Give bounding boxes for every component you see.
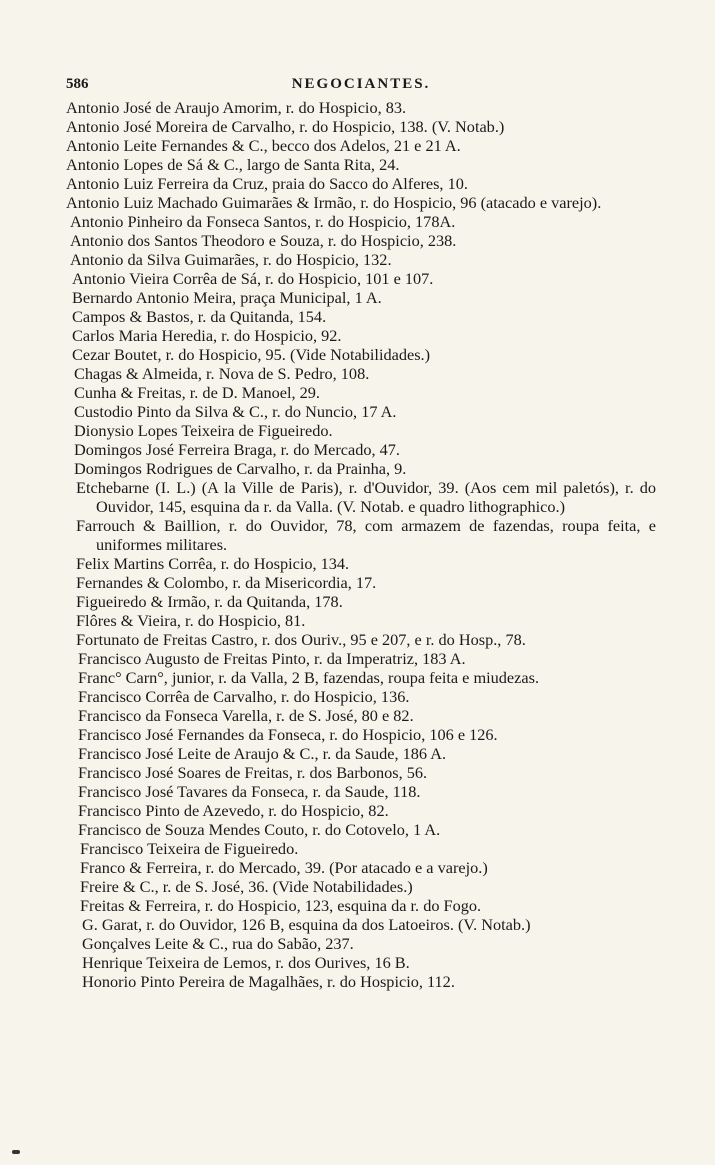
- list-item: Flôres & Vieira, r. do Hospicio, 81.: [76, 611, 306, 630]
- list-item: Chagas & Almeida, r. Nova de S. Pedro, 108.: [74, 364, 370, 383]
- list-item: Fortunato de Freitas Castro, r. dos Ouriv., 95 e 207, e r. do Hosp., 78.: [76, 630, 526, 649]
- list-item: Antonio José Moreira de Carvalho, r. do Hospicio, 138. (V. Notab.): [66, 117, 505, 136]
- list-item: Domingos José Ferreira Braga, r. do Mercado, 47.: [74, 440, 400, 459]
- list-item: Antonio José de Araujo Amorim, r. do Hospicio, 83.: [66, 98, 407, 117]
- list-item: Freire & C., r. de S. José, 36. (Vide Notabilidades.): [80, 877, 413, 896]
- list-item: G. Garat, r. do Ouvidor, 126 B, esquina da dos Latoeiros. (V. Notab.): [82, 915, 531, 934]
- list-item: Francisco José Fernandes da Fonseca, r. do Hospicio, 106 e 126.: [78, 725, 498, 744]
- list-item: Gonçalves Leite & C., rua do Sabão, 237.: [82, 934, 354, 953]
- ink-smudge: [12, 1150, 20, 1154]
- list-item: Francisco Augusto de Freitas Pinto, r. da Imperatriz, 183 A.: [78, 649, 466, 668]
- list-item: Antonio Pinheiro da Fonseca Santos, r. do Hospicio, 178A.: [70, 212, 456, 231]
- list-item: Antonio Luiz Ferreira da Cruz, praia do Sacco do Alferes, 10.: [66, 174, 468, 193]
- list-item: Francisco da Fonseca Varella, r. de S. José, 80 e 82.: [78, 706, 414, 725]
- running-head: NEGOCIANTES.: [291, 76, 431, 92]
- list-item: Francisco Teixeira de Figueiredo.: [80, 839, 299, 858]
- list-item: Felix Martins Corrêa, r. do Hospicio, 134.: [76, 554, 350, 573]
- page-header: [66, 76, 656, 98]
- list-item: Figueiredo & Irmão, r. da Quitanda, 178.: [76, 592, 343, 611]
- list-item: Antonio Leite Fernandes & C., becco dos Adelos, 21 e 21 A.: [66, 136, 461, 155]
- list-item: Francisco José Soares de Freitas, r. dos Barbonos, 56.: [78, 763, 428, 782]
- page-number: 586: [66, 76, 89, 92]
- list-item: Antonio da Silva Guimarães, r. do Hospicio, 132.: [70, 250, 392, 269]
- list-item: Honorio Pinto Pereira de Magalhães, r. do Hospicio, 112.: [82, 972, 455, 991]
- list-item: Etchebarne (I. L.) (A la Ville de Paris), r. d'Ouvidor, 39. (Aos cem mil paletós), r. do Ouvidor, 145, esquina da r. da Valla. (V. Notab. e quadro lithographico.): [76, 478, 656, 516]
- list-item: Freitas & Ferreira, r. do Hospicio, 123, esquina da r. do Fogo.: [80, 896, 482, 915]
- list-item: Antonio Luiz Machado Guimarães & Irmão, r. do Hospicio, 96 (atacado e varejo).: [66, 193, 602, 212]
- list-item: Dionysio Lopes Teixeira de Figueiredo.: [74, 421, 333, 440]
- list-item: Francisco de Souza Mendes Couto, r. do Cotovelo, 1 A.: [78, 820, 441, 839]
- list-item: Francisco José Tavares da Fonseca, r. da Saude, 118.: [78, 782, 421, 801]
- list-item: Cunha & Freitas, r. de D. Manoel, 29.: [74, 383, 320, 402]
- merchant-list: [66, 98, 656, 991]
- list-item: Custodio Pinto da Silva & C., r. do Nuncio, 17 A.: [74, 402, 397, 421]
- list-item: Bernardo Antonio Meira, praça Municipal, 1 A.: [72, 288, 382, 307]
- list-item: Carlos Maria Heredia, r. do Hospicio, 92.: [72, 326, 342, 345]
- list-item: Antonio Lopes de Sá & C., largo de Santa Rita, 24.: [66, 155, 400, 174]
- list-item: Francisco Pinto de Azevedo, r. do Hospicio, 82.: [78, 801, 389, 820]
- list-item: Franc° Carn°, junior, r. da Valla, 2 B, fazendas, roupa feita e miudezas.: [78, 668, 540, 687]
- list-item: Antonio dos Santos Theodoro e Souza, r. do Hospicio, 238.: [70, 231, 457, 250]
- list-item: Cezar Boutet, r. do Hospicio, 95. (Vide Notabilidades.): [72, 345, 431, 364]
- list-item: Francisco Corrêa de Carvalho, r. do Hospicio, 136.: [78, 687, 410, 706]
- list-item: Antonio Vieira Corrêa de Sá, r. do Hospicio, 101 e 107.: [72, 269, 434, 288]
- list-item: Domingos Rodrigues de Carvalho, r. da Prainha, 9.: [74, 459, 407, 478]
- list-item: Fernandes & Colombo, r. da Misericordia, 17.: [76, 573, 377, 592]
- list-item: Franco & Ferreira, r. do Mercado, 39. (Por atacado e a varejo.): [80, 858, 488, 877]
- list-item: Henrique Teixeira de Lemos, r. dos Ourives, 16 B.: [82, 953, 410, 972]
- list-item: Farrouch & Baillion, r. do Ouvidor, 78, com armazem de fazendas, roupa feita, e uniformes militares.: [76, 516, 656, 554]
- list-item: Campos & Bastos, r. da Quitanda, 154.: [72, 307, 327, 326]
- list-item: Francisco José Leite de Araujo & C., r. da Saude, 186 A.: [78, 744, 447, 763]
